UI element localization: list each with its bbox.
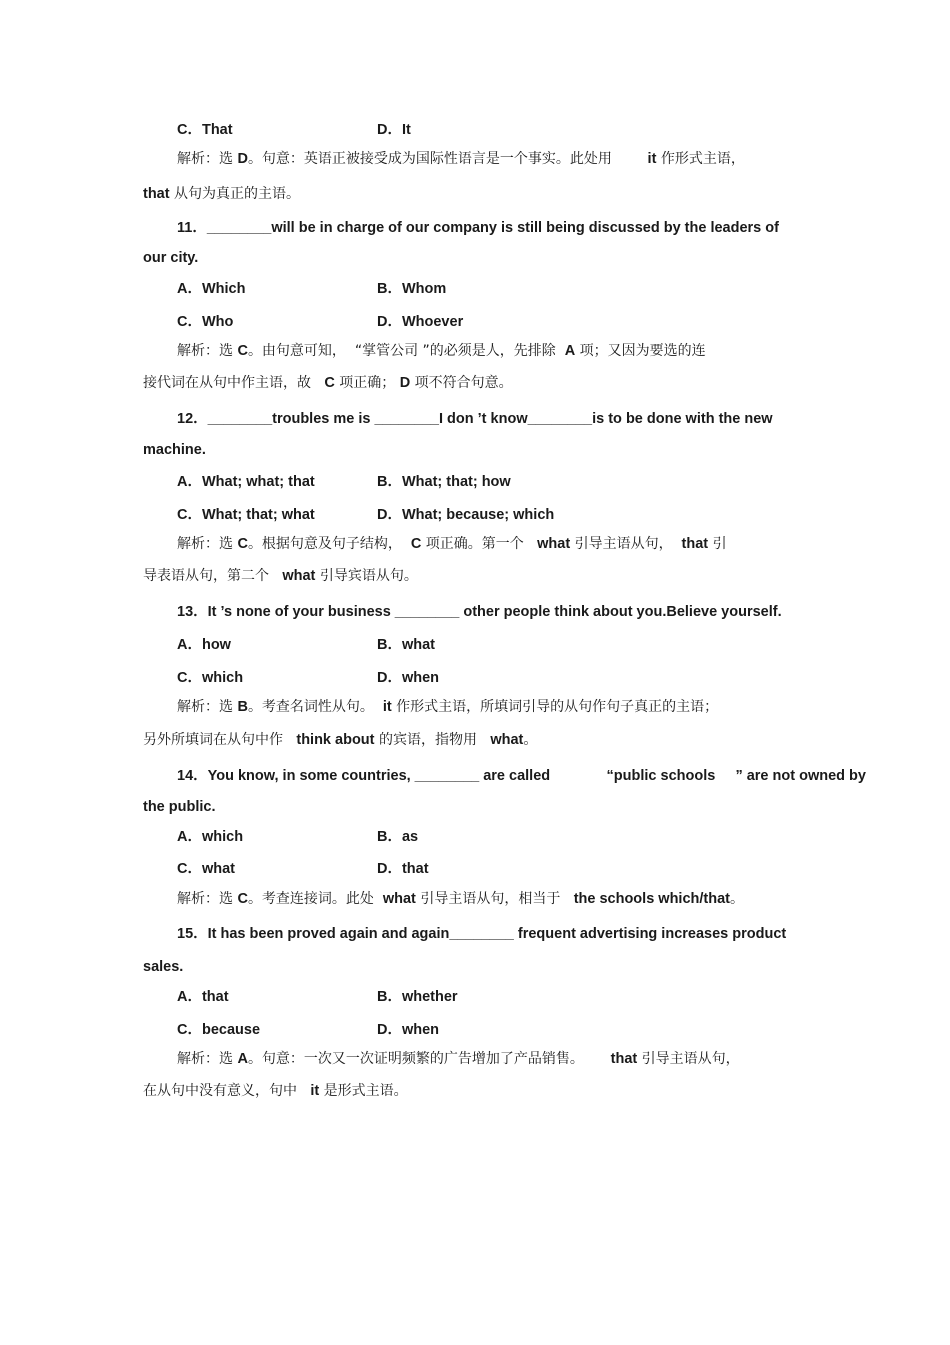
text-segment: 引导宾语从句。 (315, 568, 418, 584)
question-text: the public. (143, 799, 216, 815)
answer-option: A．which (177, 829, 244, 845)
emphasis-text: the schools which/that (573, 891, 730, 907)
text-segment: 引导主语从句，相当于 (415, 891, 574, 907)
emphasis-text: it (310, 1083, 320, 1099)
text-segment: 在从句中没有意义，句中 (143, 1083, 311, 1099)
text-segment: 。 (523, 732, 538, 748)
emphasis-text: that (681, 536, 709, 552)
text-segment: 引导主语从句， (637, 1051, 740, 1067)
emphasis-text: think about (296, 732, 375, 748)
emphasis-text: it (382, 699, 392, 715)
answer-option: C．Who (177, 314, 234, 330)
answer-option: B．What; that; how (377, 474, 511, 490)
text-segment: 。句意：一次又一次证明频繁的广告增加了产品销售。 (247, 1051, 611, 1067)
answer-option: B．Whom (377, 281, 447, 297)
answer-option: B．whether (377, 989, 458, 1005)
emphasis-text: C (410, 536, 422, 552)
question-text: 12．________troubles me is ________I don ’t know________is to be done with the new (177, 411, 773, 427)
text-segment: 。根据句意及句子结构， (247, 536, 411, 552)
emphasis-text: C (324, 375, 335, 391)
emphasis-text: B (237, 699, 248, 715)
answer-option: A．that (177, 989, 229, 1005)
answer-option: D．It (377, 122, 411, 138)
emphasis-text: that (143, 186, 170, 202)
text-segment: 解析：选 (177, 891, 238, 907)
emphasis-text: A (237, 1051, 248, 1067)
text-segment: 项正确； (334, 375, 400, 391)
explanation-text (143, 374, 513, 392)
emphasis-text: what (490, 732, 524, 748)
text-segment: 。考查连接词。此处 (247, 891, 383, 907)
answer-option: D．when (377, 670, 440, 686)
text-segment: 。 (729, 891, 744, 907)
question-text: 13．It ’s none of your business ________ other people think about you.Believe yourself. (177, 604, 782, 620)
explanation-text (143, 567, 418, 585)
answer-option: A．What; what; that (177, 474, 315, 490)
emphasis-text: it (647, 151, 657, 167)
answer-option: D．when (377, 1022, 440, 1038)
answer-option: C．which (177, 670, 244, 686)
explanation-text (177, 535, 727, 553)
text-segment: 作形式主语，所填词引导的从句作句子真正的主语； (391, 699, 719, 715)
question-text: 14．You know, in some countries, ________ are called “public schools ” are not owned by (177, 768, 866, 784)
answer-option: C．What; that; what (177, 507, 315, 523)
answer-option: A．how (177, 637, 231, 653)
explanation-text (177, 890, 744, 908)
text-segment: 引 (708, 536, 727, 552)
question-text: machine. (143, 442, 206, 458)
explanation-text (177, 698, 718, 716)
text-segment: 。考查名词性从句。 (247, 699, 383, 715)
text-segment: 解析：选 (177, 151, 238, 167)
text-segment: 。由句意可知， “掌管公司 ”的必须是人，先排除 (247, 343, 565, 359)
text-segment: 作形式主语， (656, 151, 745, 167)
answer-option: C．That (177, 122, 233, 138)
text-segment: 解析：选 (177, 343, 238, 359)
question-text: our city. (143, 250, 199, 266)
answer-option: D．Whoever (377, 314, 464, 330)
question-text: 15．It has been proved again and again________ frequent advertising increases product (177, 926, 787, 942)
text-segment: 项正确。第一个 (421, 536, 538, 552)
text-segment: 接代词在从句中作主语，故 (143, 375, 325, 391)
emphasis-text: C (237, 536, 248, 552)
text-segment: 项不符合句意。 (410, 375, 513, 391)
text-segment: 另外所填词在从句中作 (143, 732, 297, 748)
text-segment: 解析：选 (177, 1051, 238, 1067)
explanation-text (143, 731, 537, 749)
emphasis-text: C (237, 891, 248, 907)
emphasis-text: D (399, 375, 411, 391)
emphasis-text: that (610, 1051, 638, 1067)
text-segment: 引导主语从句， (570, 536, 682, 552)
emphasis-text: D (237, 151, 248, 167)
emphasis-text: what (282, 568, 316, 584)
text-segment: 。句意：英语正被接受成为国际性语言是一个事实。此处用 (247, 151, 648, 167)
answer-option: B．as (377, 829, 419, 845)
emphasis-text: what (537, 536, 571, 552)
text-segment: 解析：选 (177, 699, 238, 715)
emphasis-text: C (237, 343, 248, 359)
explanation-text (177, 1050, 740, 1068)
answer-option: A．Which (177, 281, 246, 297)
explanation-text (177, 342, 706, 360)
text-segment: 项；又因为要选的连 (575, 343, 706, 359)
text-segment: 从句为真正的主语。 (169, 186, 301, 202)
answer-option: C．because (177, 1022, 261, 1038)
text-segment: 是形式主语。 (319, 1083, 408, 1099)
answer-option: D．What; because; which (377, 507, 555, 523)
emphasis-text: what (382, 891, 416, 907)
answer-option: D．that (377, 861, 429, 877)
text-segment: 解析：选 (177, 536, 238, 552)
text-segment: 导表语从句，第二个 (143, 568, 283, 584)
answer-option: B．what (377, 637, 435, 653)
explanation-text (177, 150, 745, 168)
answer-option: C．what (177, 861, 235, 877)
question-text: sales. (143, 959, 184, 975)
emphasis-text: A (564, 343, 576, 359)
explanation-text (143, 185, 300, 203)
question-text: 11．________will be in charge of our company is still being discussed by the leaders of (177, 220, 779, 236)
text-segment: 的宾语，指物用 (374, 732, 491, 748)
explanation-text (143, 1082, 408, 1100)
